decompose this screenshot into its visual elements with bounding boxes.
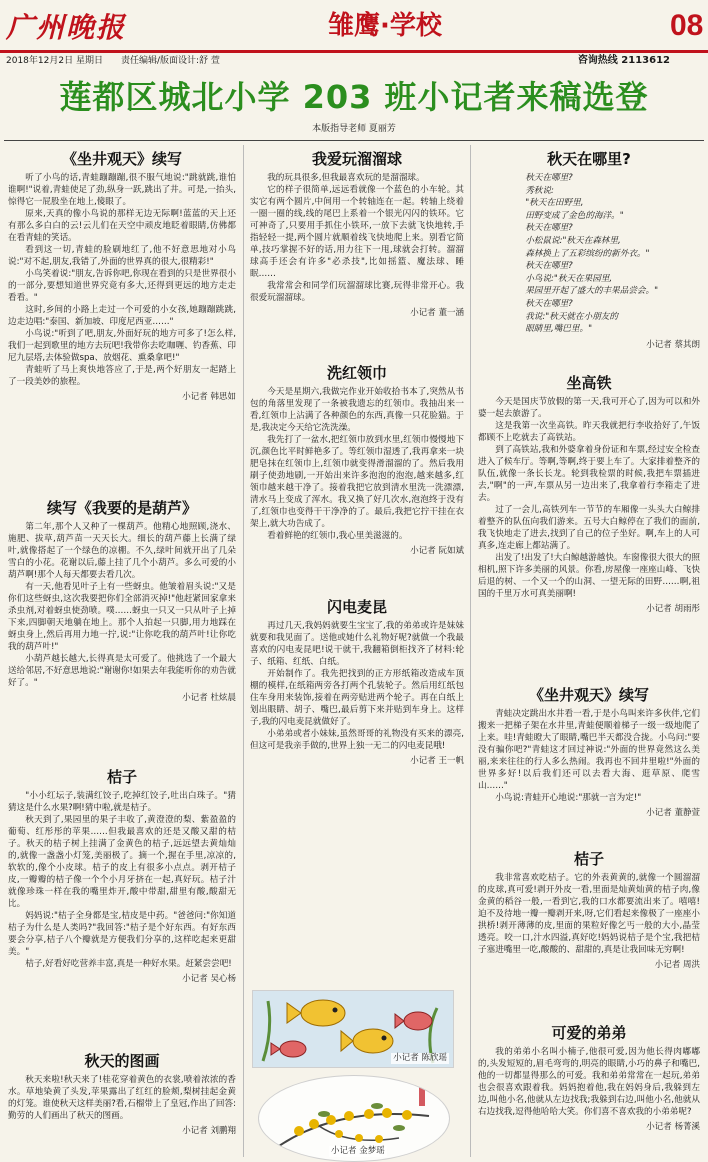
hotline: 咨询热线 2113612 bbox=[577, 55, 670, 66]
paragraph: 看到这一切,青蛙的脸刷地红了,他不好意思地对小鸟说:"对不起,朋友,我错了,外面的世界真的很大,很精彩!" bbox=[8, 245, 236, 267]
paragraph: 小鸟说:"听到了吧,朋友,外面好玩的地方可多了!怎么样,我们一起到歌里的地方去玩吧!我带你去吃咖喱、钓香蕉、印尼九层塔,去体验做spa、放烟花、熏桑拿吧!" bbox=[8, 329, 236, 363]
article-body bbox=[250, 172, 464, 304]
paragraph: 秋天来啦!秋天来了!桂花穿着黄色的衣裳,喷着浓浓的香水。草地染黄了头发,苹果露出了红红的脸颊,梨树挂起金黄的灯笼。谁使秋天这样美丽?看,石榴带上了皇冠,作出了回答:勤劳的人们画出了秋天的图画。 bbox=[8, 1075, 236, 1121]
paragraph: "小小红坛子,装满红饺子,吃掉红饺子,吐出白珠子。"猜猜这是什么水果?啊!猜中啦,就是桔子。 bbox=[8, 791, 236, 813]
paragraph: 第二年,那个人又种了一棵葫芦。他精心地照顾,浇水、施肥、拔草,葫芦苗一天天长大。细长的葫芦藤上长满了绿叶,就像搭起了一个绿色的凉棚。不久,绿叶间就开出了几朵雪白的小花。花谢以后,藤上挂了几个小葫芦。多么可爱的小葫芦啊!那个人每天都要去看几次。 bbox=[8, 522, 236, 580]
paragraph: 妈妈说:"桔子全身都是宝,桔皮是中药。"爸爸问:"你知道桔子为什么是人类吗?"我回答:"桔子是个好东西。有好东西要会分享,桔子八个瓣就是方便我们分享的,这样吃起来更甜美。" bbox=[8, 911, 236, 957]
poem-body bbox=[478, 172, 700, 336]
article-body bbox=[250, 620, 464, 752]
poem-line: 小松鼠说:"秋天在森林里, bbox=[525, 235, 621, 246]
image-caption: 小记者 陈欣瑶 bbox=[393, 1053, 447, 1063]
paragraph: 看着鲜艳的红领巾,我心里美滋滋的。 bbox=[267, 531, 408, 541]
fish-drawing bbox=[252, 990, 454, 1068]
article-autumn-picture bbox=[8, 1050, 236, 1160]
article-title: 闪电麦昆 bbox=[326, 598, 387, 616]
paragraph: 我非常喜欢吃桔子。它的外表黄黄的,就像一个圆溜溜的皮球,真可爱!剥开外皮一看,里面是灿黄灿黄的桔子肉,像金黄的稻谷一般,一看到它,我的口水都要流出来了。嘻嘻!迫不及待地一瓣一瓣剥开来,呀,它们看起来像极了一座座小拱桥!剥开薄薄的皮,里面的果粒好像乞丐一般的大小,晶莹透亮。咬一口,汁水四溢,真好吃!妈妈说桔子是个宝,我把桔子塞进嘴里一吃,酸酸的、甜甜的,真是让我回味无穷啊! bbox=[478, 873, 700, 955]
article-body bbox=[478, 1046, 700, 1118]
article-orange-1 bbox=[8, 766, 236, 1046]
advisor-credit: 本版指导老师 夏丽芳 bbox=[312, 124, 396, 134]
paragraph: 过了一会儿,高铁列车一节节的车厢像一头头大白鲸排着整齐的队伍向我们游来。五号大白鲸停在了我们的面前,我飞快地走了进去,找到了自己的位子坐好。啊,车上的人可真多,连走廊上都站满了。 bbox=[478, 505, 700, 551]
article-body bbox=[8, 172, 236, 388]
article-title: 秋天的图画 bbox=[84, 1052, 160, 1070]
image-caption: 小记者 金梦瑶 bbox=[331, 1146, 385, 1156]
article-title: 洗红领巾 bbox=[326, 364, 387, 382]
article-title: 可爱的弟弟 bbox=[551, 1024, 627, 1042]
article-title: 坐高铁 bbox=[566, 374, 612, 392]
date-line: 2018年12月2日 星期日 责任编辑/版面设计:舒 萱 bbox=[6, 56, 220, 66]
poem-line: 田野变成了金色的海洋。" bbox=[525, 210, 624, 221]
paragraph: 青蛙听了马上爽快地答应了,于是,两个好朋友一起踏上了一段美妙的旅程。 bbox=[8, 365, 236, 387]
paragraph: 青蛙决定跳出水井看一看,于是小鸟叫来许多伙伴,它们搬来一把梯子架在水井里,青蛙便顺着梯子一级一级地爬了上来。哇!青蛙瞪大了眼睛,嘴巴半天都没合拢。小鸟问:"要没有骗你吧?"青蛙这才回过神说:"外面的世界竟然这么美丽,来来往往的行人多么热闹。我再也不回井里啦!"外面的世界多好!以后我们还可以去看大海、逛草原、爬雪山……" bbox=[478, 709, 700, 791]
paragraph: 小鸟笑着说:"朋友,告诉你吧,你现在看到的只是世界很小的一部分,要想知道世界究竟有多大,还得到更远的地方走走看看。" bbox=[8, 269, 236, 303]
article-byline: 小记者 刘鹏翔 bbox=[182, 1126, 236, 1136]
article-byline: 小记者 韩思如 bbox=[182, 392, 236, 402]
paragraph: 小弟弟或者小妹妹,虽然哥哥的礼物没有买来的漂亮,但这可是我亲手做的,世界上独一无二的闪电麦昆哦! bbox=[250, 729, 464, 751]
poem-line: 果园里开起了盛大的丰果品尝会。" bbox=[525, 286, 659, 297]
poem-line: "秋天在田野里, bbox=[525, 198, 584, 209]
article-orange-2 bbox=[478, 848, 700, 1018]
paragraph: 出发了!出发了!大白鲸越游越快。车窗像很大很大的照相机,照下许多美丽的风景。你看,房屋像一座座山峰、飞快后退的树、一个又一个的山洞、一望无际的田野……啊,祖国的千里万水可真美丽啊! bbox=[478, 553, 700, 599]
paragraph: 再过几天,我妈妈就要生宝宝了,我的弟弟或许是妹妹就要和我见面了。送他或她什么礼物好呢?就做一个我最喜欢的闪电麦昆吧!说干就干,我翻箱倒柜找齐了材料:轮子、纸箱、红纸、白纸。 bbox=[250, 621, 464, 667]
article-body bbox=[250, 386, 464, 542]
article-little-brother bbox=[478, 1022, 700, 1160]
poem-line: 眼睛里,嘴巴里。" bbox=[525, 324, 593, 335]
article-byline: 小记者 杨菁溪 bbox=[646, 1122, 700, 1132]
article-body bbox=[8, 521, 236, 689]
article-byline: 小记者 胡雨彤 bbox=[646, 604, 700, 614]
article-byline: 小记者 蔡其朗 bbox=[646, 339, 700, 350]
paragraph: 秋天到了,果园里的果子丰收了,黄澄澄的梨、紫盈盈的葡萄、红彤彤的苹果……但我最喜欢的还是又酸又甜的桔子。秋天的桔子树上挂满了金黄色的桔子,远远望去黄灿灿的,就像一盏盏小灯笼,美丽极了。摘一个,握在手里,凉凉的,软软的,像个小皮球。桔子的皮上有很多小点点。剥开桔子皮,一瓣瓣的桔子像一个个小月牙挤在一起,真好玩。桔子汁就像珍珠一样在我的嘴里炸开,酸中带甜,甜里有酸,酸甜无比。 bbox=[8, 815, 236, 909]
paragraph: 这是我第一次坐高铁。昨天我就把行李收拾好了,午饭都顾不上吃就去了高铁站。 bbox=[478, 421, 700, 443]
paragraph: 桔子,好看好吃营养丰富,真是一种好水果。赶紧尝尝吧! bbox=[25, 959, 232, 969]
article-byline: 小记者 杜炫晨 bbox=[182, 693, 236, 703]
page-number: 08 bbox=[670, 9, 704, 42]
article-byline: 小记者 董静萱 bbox=[646, 808, 700, 818]
paragraph: 听了小鸟的话,青蛙蹦蹦蹦,很不服气地说:"跳就跳,谁怕谁啊!"说着,青蛙使足了劲,纵身一跃,跳出了井。可是,一抬头,惊得它一屁股坐在地上,傻眼了。 bbox=[8, 173, 236, 207]
article-gourd bbox=[8, 497, 236, 762]
article-byline: 小记者 王一帆 bbox=[410, 756, 464, 766]
paragraph: 小葫芦越长越大,长得真是太可爱了。他挑选了一个最大送给邻居,不好意思地说:"谢谢你!如果去年我能听你的劝告就好了。" bbox=[8, 654, 236, 688]
paragraph: 今天是星期六,我做完作业开始收拾书本了,突然从书包的角落里发现了一条被我遗忘的红领巾。我抽出来一看,红领巾上沾满了各种颜色的东西,真像一只花脸猫。于是,我决定今天给它洗洗澡。 bbox=[250, 387, 464, 433]
paragraph: 我的玩具很多,但我最喜欢玩的是溜溜球。 bbox=[267, 173, 425, 183]
headline-divider bbox=[4, 140, 704, 141]
poem-line: 秋天在哪里? bbox=[525, 173, 573, 183]
poem-line: 秋天在哪里? bbox=[525, 298, 573, 309]
article-title: 桔子 bbox=[106, 768, 137, 786]
article-title: 秋天在哪里? bbox=[547, 150, 631, 168]
column-divider bbox=[243, 145, 244, 1157]
article-body bbox=[478, 396, 700, 600]
article-title: 《坐井观天》续写 bbox=[61, 150, 182, 168]
article-title: 我爱玩溜溜球 bbox=[311, 150, 402, 168]
article-byline: 小记者 董一涵 bbox=[410, 308, 464, 318]
article-byline: 小记者 阮如斌 bbox=[410, 546, 464, 556]
page-headline: 莲都区城北小学 203 班小记者来稿选登 bbox=[59, 78, 649, 116]
article-byline: 小记者 吴心杨 bbox=[182, 974, 236, 984]
paragraph: 开始制作了。我先把找到的正方形纸箱改造成车顶棚的模样,在纸箱两旁各打两个孔装轮子。然后用红纸包住车身用来装饰,接着在两旁贴进两个轮子。再在白纸上划出眼睛、胡子、嘴巴,最后剪下来并贴到车身上。这样子,我的闪电麦昆就做好了。 bbox=[250, 669, 464, 727]
section-title: 雏鹰·学校 bbox=[328, 11, 442, 41]
article-byline: 小记者 周洪 bbox=[654, 960, 700, 970]
article-body bbox=[8, 1074, 236, 1122]
poem-line: 秀秋说: bbox=[525, 185, 554, 196]
paragraph: 小鸟说:青蛙开心地说:"那就一言为定!" bbox=[495, 793, 642, 803]
article-body bbox=[478, 708, 700, 804]
article-well-frog-1 bbox=[8, 148, 236, 495]
article-title: 《坐井观天》续写 bbox=[528, 686, 649, 704]
paragraph: 这时,乡间的小路上走过一个可爱的小女孩,她蹦蹦跳跳,边走边唱:"泰国、新加坡、印度尼西亚……" bbox=[8, 305, 236, 327]
article-title: 续写《我要的是葫芦》 bbox=[46, 499, 197, 517]
article-title: 桔子 bbox=[573, 850, 604, 868]
paragraph: 今天是国庆节放假的第一天,我可开心了,因为可以和外婆一起去旅游了。 bbox=[478, 397, 700, 419]
article-body bbox=[8, 790, 236, 970]
article-yoyo bbox=[250, 148, 464, 358]
poem-line: 秋天在哪里? bbox=[525, 261, 573, 272]
poem-line: 森林换上了五彩缤纷的新外衣。" bbox=[525, 248, 650, 259]
paragraph: 我常常会和同学们玩溜溜球比赛,玩得非常开心。我很爱玩溜溜球。 bbox=[250, 281, 464, 303]
paragraph: 它的样子很简单,远远看就像一个蓝色的小车轮。其实它有两个圆片,中间用一个转轴连在一起。转轴上绕着一圈一圈的线,线的尾巴上系着一个银光闪闪的铁环。它可神奇了,只要用手抓住小铁环,一放下去就飞快地转,手指轻轻一提,两个圆片就顺着线飞快地爬上来。别看它简单,技巧掌握不好的话,用力往下一甩,球就会打转。溜溜球高手还会有许多"必杀技",比如摇篮、魔法球、睡眠…… bbox=[250, 185, 464, 279]
article-red-scarf bbox=[250, 362, 464, 592]
article-where-is-autumn bbox=[478, 148, 700, 368]
newspaper-logo: 广州晚报 bbox=[6, 11, 127, 44]
article-lightning-mcqueen bbox=[250, 596, 464, 986]
column-divider bbox=[470, 145, 471, 1157]
flower-drawing bbox=[258, 1075, 450, 1162]
masthead-rule bbox=[0, 50, 708, 53]
paragraph: 我的弟弟小名叫小楠子,他很可爱,因为他长得肉嘟嘟的,头发短短的,眉毛弯弯的,明亮的眼睛,小巧的鼻子和嘴巴,他的一切都显得那么的可爱。我和弟弟常常在一起玩,弟弟也会很喜欢跟着我。妈妈抱着他,我在妈妈身后,我躲到左边,叫他小名,他就从左边找我;我躲到右边,叫他小名,他就从右边找我,逗得他哈哈大笑。你们喜不喜欢我的小弟弟呢? bbox=[478, 1047, 700, 1117]
article-high-speed-train bbox=[478, 372, 700, 680]
poem-line: 小鸟说:"秋天在果园里, bbox=[525, 273, 613, 284]
paragraph: 原来,天真的像小鸟说的那样无边无际啊!蓝蓝的天上还有那么多白白的云!云儿们在天空中顽皮地眨着眼睛,仿佛都在看青蛙的笑话。 bbox=[8, 209, 236, 243]
paragraph: 我先打了一盆水,把红领巾放到水里,红领巾慢慢地下沉,颜色比平时鲜艳多了。等红领巾湿透了,我再拿来一块肥皂抹在红领巾上,红领巾就变得滑溜溜的了。然后我用刷子使劲地刷,一开始出来许多泡泡的泡泡,越来越多,红领巾越来越干净了。接着我把它放到清水里洗一洗漂漂,清水马上变成了浑水。我又换了好几次水,泡泡终于没有了,红领巾也变得干干净净的了。最后,我把它拧干挂在衣架上,就大功告成了。 bbox=[250, 435, 464, 529]
poem-line: 我说:"秋天就在小朋友的 bbox=[525, 311, 618, 322]
article-well-frog-2 bbox=[478, 684, 700, 844]
poem-line: 秋天在哪里? bbox=[525, 223, 573, 234]
paragraph: 有一天,他看见叶子上有一些蚜虫。他皱着眉头说:"又是你们这些蚜虫,这次我要把你们全部消灭掉!"他赶紧回家拿来杀虫剂,对着蚜虫使劲喷。噗……蚜虫一只又一只从叶子上掉下来,四脚朝天地躺在地上。那个人拍起一只脚,用力地踩在蚜虫身上,然后再用力地一拧,说:"让你吃我的葫芦叶!让你吃我的葫芦叶!" bbox=[8, 582, 236, 652]
paragraph: 到了高铁站,我和外婆拿着身份证和车票,经过安全检查进入了候车厅。等啊,等啊,终于要上车了。大家排着整齐的队伍,就像一条长长龙。轮到我检票的时候,我把车票插进去,"啊"的一声,车票从另一边出来了,我拿着行李箱走了进去。 bbox=[478, 445, 700, 503]
article-body bbox=[478, 872, 700, 956]
